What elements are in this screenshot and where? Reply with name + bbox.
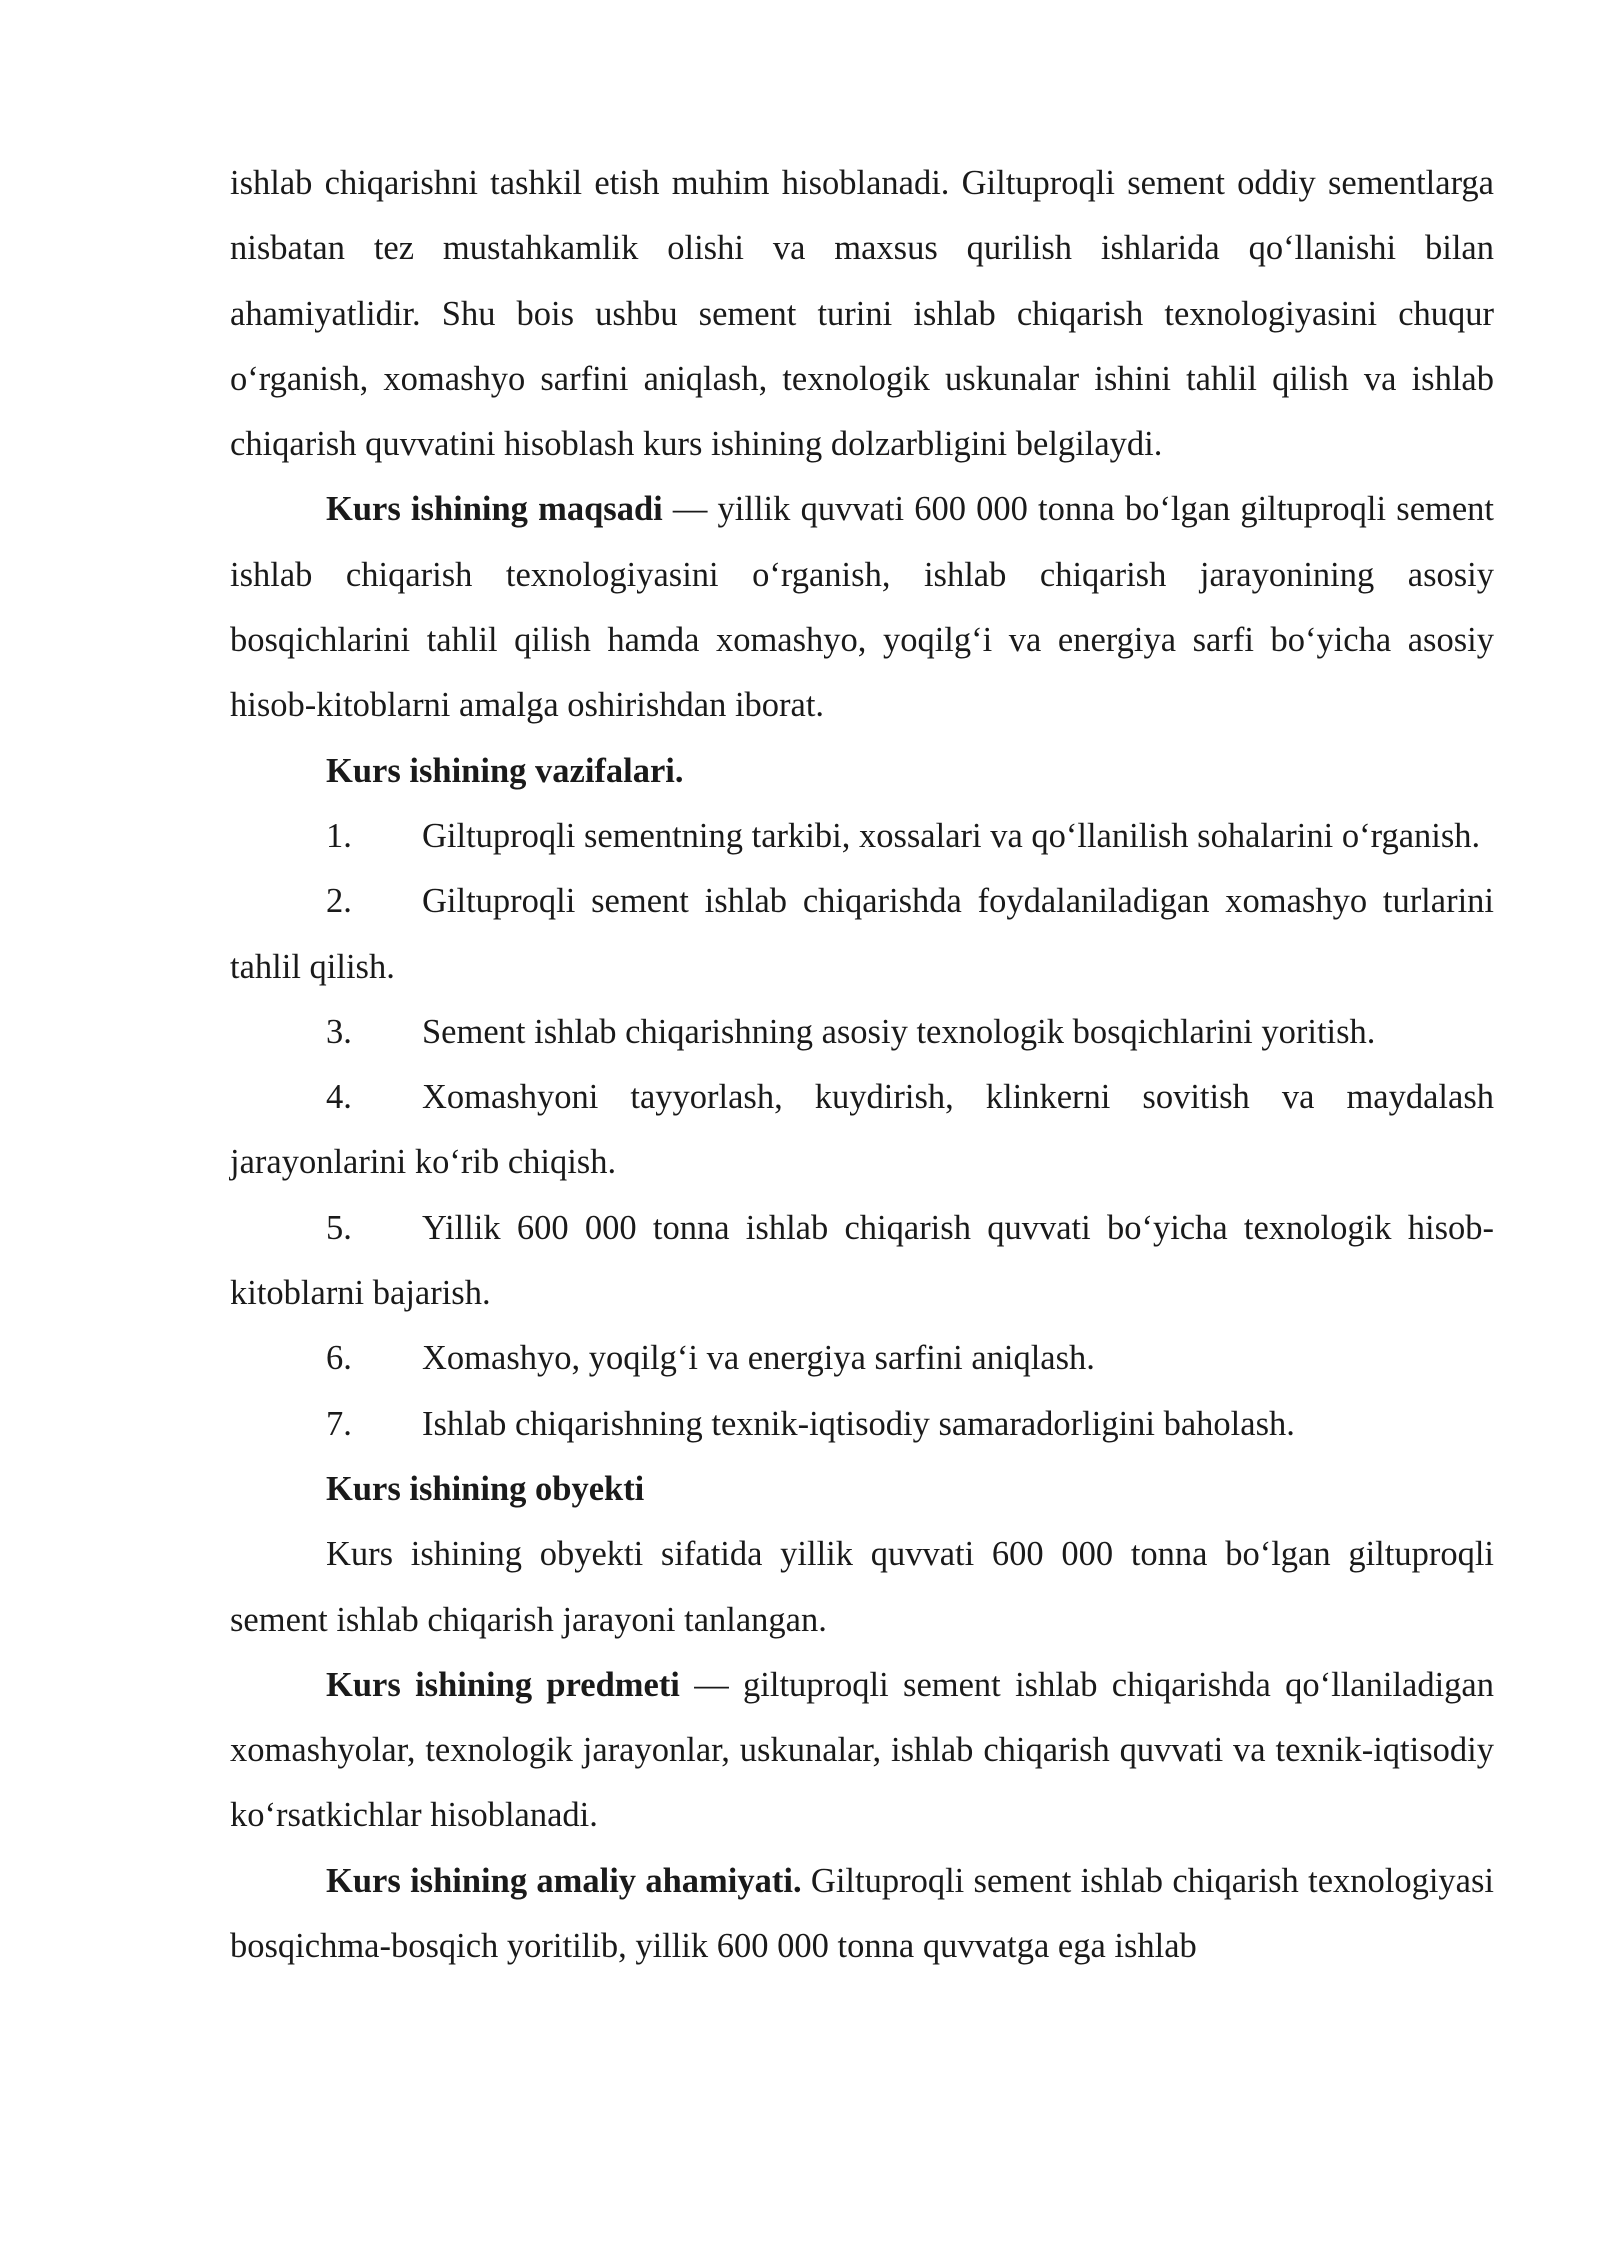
subject-label: Kurs ishining predmeti [326, 1665, 680, 1704]
object-heading: Kurs ishining obyekti [326, 1469, 645, 1508]
goal-label: Kurs ishining maqsadi [326, 490, 663, 529]
list-item-text: Ishlab chiqarishning texnik-iqtisodiy samaradorligini baholash. [422, 1404, 1295, 1443]
list-item-text: Giltuproqli sementning tarkibi, xossalari va qo‘llanilish sohalarini o‘rganish. [422, 816, 1481, 855]
list-item-number: 3. [326, 1012, 352, 1051]
list-item [230, 1326, 1494, 1391]
list-item [230, 1000, 1494, 1065]
practical-paragraph [230, 1849, 1494, 1980]
list-item-text: Xomashyoni tayyorlash, kuydirish, klinkerni sovitish va maydalash jarayonlarini ko‘rib chiqish. [230, 1078, 1494, 1182]
subject-text: — giltuproqli sement ishlab chiqarishda qo‘llaniladigan xomashyolar, texnologik jarayonlar, uskunalar, ishlab chiqarish quvvati va texnik-iqtisodiy ko‘rsatkichlar hisoblanadi. [230, 1665, 1494, 1835]
list-item [230, 1065, 1494, 1196]
list-item-number: 2. [326, 882, 352, 921]
list-item-text: Yillik 600 000 tonna ishlab chiqarish quvvati bo‘yicha texnologik hisob-kitoblarni bajarish. [230, 1208, 1494, 1313]
list-item [230, 1392, 1494, 1457]
goal-paragraph [230, 477, 1494, 738]
list-item-number: 1. [326, 816, 352, 855]
list-item-text: Xomashyo, yoqilg‘i va energiya sarfini aniqlash. [422, 1339, 1095, 1378]
list-item-number: 6. [326, 1339, 352, 1378]
list-item-number: 5. [326, 1208, 352, 1247]
list-item [230, 1196, 1494, 1327]
list-item-text: Giltuproqli sement ishlab chiqarishda foydalaniladigan xomashyo turlarini tahlil qilish. [230, 882, 1494, 986]
practical-text: Giltuproqli sement ishlab chiqarish texnologiyasi bosqichma-bosqich yoritilib, yillik 600 000 tonna quvvatga ega ishlab [230, 1861, 1494, 1966]
list-item-number: 4. [326, 1078, 352, 1117]
list-item-text: Sement ishlab chiqarishning asosiy texnologik bosqichlarini yoritish. [422, 1012, 1376, 1051]
list-item-number: 7. [326, 1404, 352, 1443]
object-paragraph: Kurs ishining obyekti sifatida yillik quvvati 600 000 tonna bo‘lgan giltuproqli sement ishlab chiqarish jarayoni tanlangan. [230, 1535, 1494, 1639]
intro-paragraph: ishlab chiqarishni tashkil etish muhim hisoblanadi. Giltuproqli sement oddiy sementlarga nisbatan tez mustahkamlik olishi va maxsus qurilish ishlarida qo‘llanishi bilan ahamiyatlidir. Shu bois ushbu sement turini ishlab chiqarish texnologiyasini chuqur o‘rganish, xomashyo sarfini aniqlash, texnologik uskunalar ishini tahlil qilish va ishlab chiqarish quvvatini hisoblash kurs ishining dolzarbligini belgilaydi. [230, 164, 1494, 464]
goal-text: — yillik quvvati 600 000 tonna bo‘lgan giltuproqli sement ishlab chiqarish texnologiyasini o‘rganish, ishlab chiqarish jarayonining asosiy bosqichlarini tahlil qilish hamda xomashyo, yoqilg‘i va energiya sarfi bo‘yicha asosiy hisob-kitoblarni amalga oshirishdan iborat. [230, 490, 1494, 725]
tasks-heading: Kurs ishining vazifalari. [326, 751, 684, 790]
subject-paragraph [230, 1653, 1494, 1849]
list-item [230, 869, 1494, 1000]
list-item [230, 804, 1494, 869]
practical-label: Kurs ishining amaliy ahamiyati. [326, 1861, 802, 1900]
